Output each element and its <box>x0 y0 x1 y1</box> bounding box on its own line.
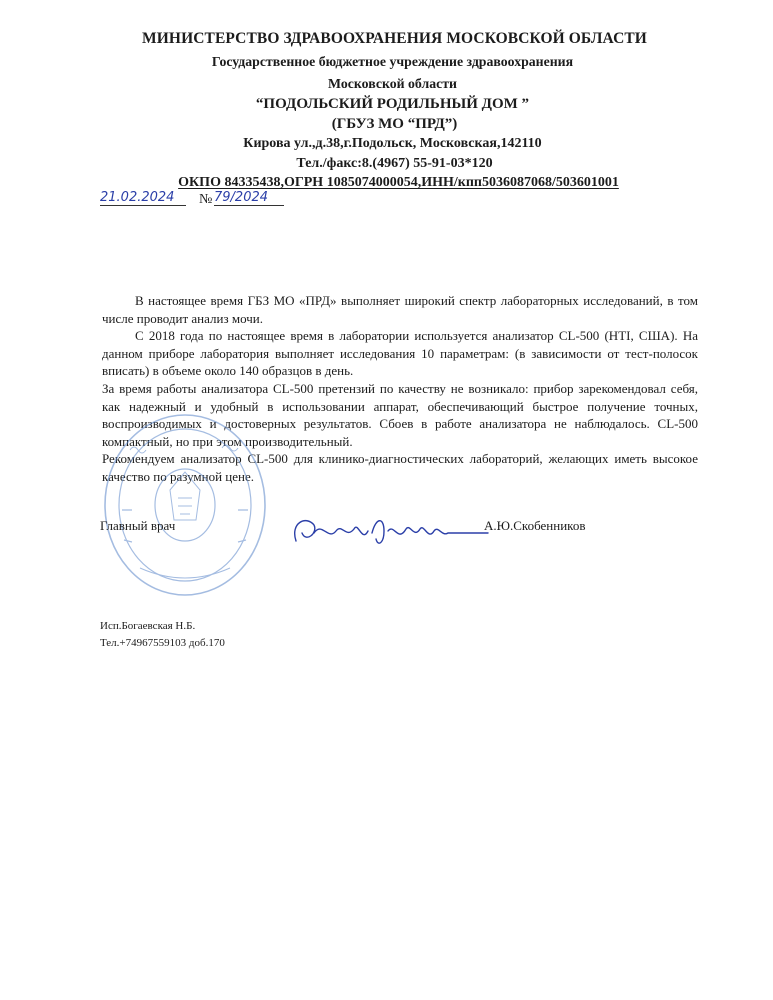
signature-row <box>100 517 620 557</box>
paragraph-4: Рекомендуем анализатор CL-500 для клинико-диагностических лабораторий, желающих иметь высокое качество по разумной цене. <box>102 451 698 484</box>
handwritten-signature <box>288 503 498 559</box>
registration-codes: ОКПО 84335438,ОГРН 1085074000054,ИНН/кпп5036087068/503601001 <box>178 175 619 190</box>
institution-name: “ПОДОЛЬСКИЙ РОДИЛЬНЫЙ ДОМ ” <box>255 96 530 112</box>
signatory-name: А.Ю.Скобенников <box>484 518 586 533</box>
executor-name: Исп.Богаевская Н.Б. <box>100 620 196 632</box>
phone-fax: Тел./факс:8.(4967) 55-91-03*120 <box>296 156 493 171</box>
paragraph-2: С 2018 года по настоящее время в лаборатории используется анализатор CL-500 (HTI, США). На данном приборе лаборатория выполняет исследования 10 параметрам: (в зависимости от тест-полосок вписать) в объеме около 140 образцов в день. <box>102 328 698 379</box>
reference-line <box>98 190 298 214</box>
institution-line-1: Государственное бюджетное учреждение здравоохранения <box>211 54 574 69</box>
ministry-title: МИНИСТЕРСТВО ЗДРАВООХРАНЕНИЯ МОСКОВСКОЙ ОБЛАСТИ <box>142 30 647 47</box>
paragraph-3: За время работы анализатора CL-500 претензий по качеству не возникало: прибор зарекомендовал себя, как надежный и удобный в использовании аппарат, обеспечивающий быстрое получение точных, воспроизводимых и достоверных результатов. Сбоев в работе анализатора не наблюдалось. CL-500 компактный, но при этом производительный. <box>102 380 698 449</box>
executor-block <box>100 618 225 652</box>
official-stamp <box>100 410 270 600</box>
address: Кирова ул.,д.38,г.Подольск, Московская,142110 <box>243 136 542 151</box>
paragraph-1: В настоящее время ГБЗ МО «ПРД» выполняет широкий спектр лабораторных исследований, в том числе проводит анализ мочи. <box>102 293 698 326</box>
reference-date: 21.02.2024 <box>100 190 186 206</box>
reference-number: 79/2024 <box>214 190 284 206</box>
number-sign: № <box>199 192 213 207</box>
institution-short-name: (ГБУЗ МО “ПРД”) <box>331 116 458 132</box>
institution-line-2: Московской области <box>328 76 457 91</box>
signatory-title: Главный врач <box>100 518 176 533</box>
executor-phone: Тел.+74967559103 доб.170 <box>100 637 225 649</box>
